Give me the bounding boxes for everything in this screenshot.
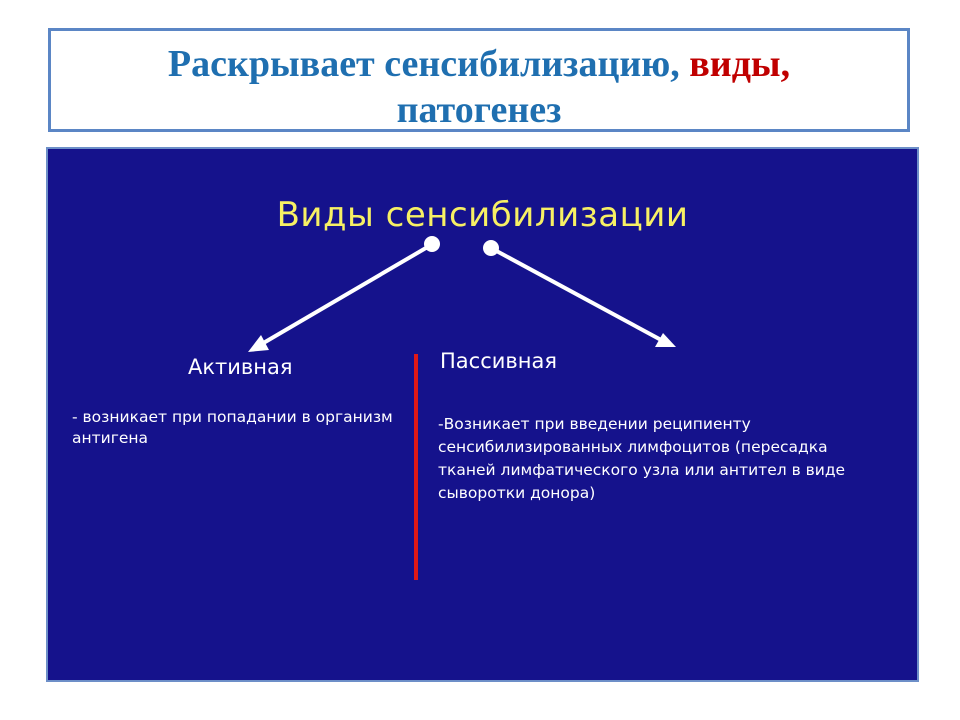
title-box (48, 28, 910, 132)
title-part-2: патогенез (396, 89, 562, 131)
passive-description: -Возникает при введении реципиенту сенсибилизированных лимфоцитов (пересадка тканей лимфатического узла или антител в виде сыворотки донора) (438, 415, 846, 502)
arrow-right (483, 240, 676, 347)
arrow-left (248, 236, 440, 352)
divider-line (414, 354, 418, 580)
panel-heading: Виды сенсибилизации (276, 195, 689, 235)
passive-label: Пассивная (440, 349, 558, 373)
title-accent: виды, (689, 43, 791, 85)
active-label: Активная (188, 355, 293, 379)
content-panel (46, 147, 919, 682)
title-part-1: Раскрывает сенсибилизацию, (167, 43, 690, 85)
active-description: - возникает при попадании в организм антигена (72, 408, 393, 447)
